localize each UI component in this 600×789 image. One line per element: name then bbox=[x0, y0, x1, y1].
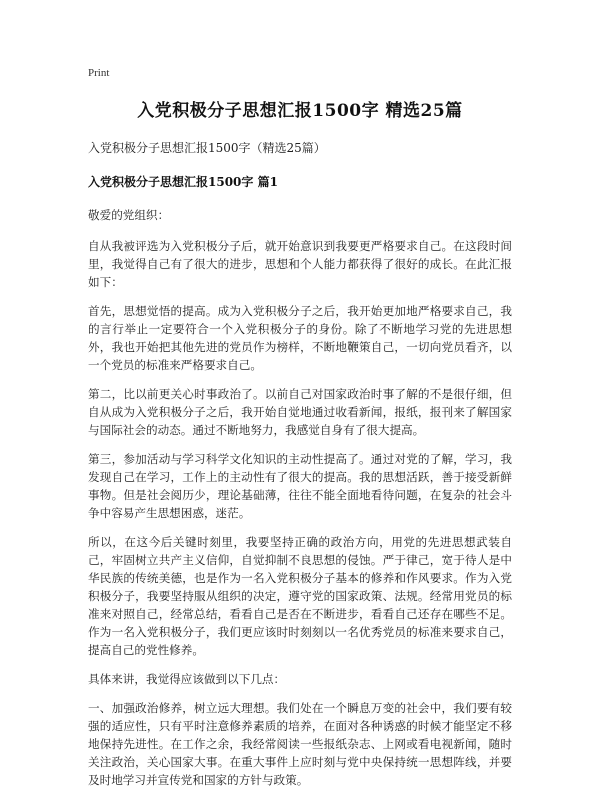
salutation-paragraph: 敬爱的党组织： bbox=[88, 208, 170, 222]
body-paragraph-second: 第二，比以前更关心时事政治了。以前自己对国家政治时事了解的不是很仔细，但自从成为入党积极分子之后，我开始自觉地通过收看新闻，报纸，报刊来了解国家与国际社会的动态。通过不断地努力，我感觉自身有了很大提高。 bbox=[88, 387, 512, 437]
body-paragraph-point-one: 一、加强政治修养，树立远大理想。我们处在一个瞬息万变的社会中，我们要有较强的适应性，只有平时注意修养素质的培养，在面对各种诱惑的时候才能坚定不移地保持先进性。在工作之余，我经常阅读一些报纸杂志、上网或看电视新闻，随时关注政治，关心国家大事。在重大事件上应时刻与党中央保持统一思想阵线，并要及时地学习并宣传党和国家的方针与政策。 bbox=[88, 701, 512, 787]
document-title: 入党积极分子思想汇报1500字 精选25篇 bbox=[137, 101, 463, 121]
body-paragraph-first: 首先，思想觉悟的提高。成为入党积极分子之后，我开始更加地严格要求自己，我的言行举止一定要符合一个入党积极分子的身份。除了不断地学习党的先进思想外，我也开始把其他先进的党员作为榜样，不断地鞭策自己，一切向党员看齐，以一个党员的标准来严格要求自己。 bbox=[88, 304, 512, 372]
print-label: Print bbox=[88, 67, 110, 79]
body-paragraph-conclusion: 所以，在这今后关键时刻里，我要坚持正确的政治方向，用党的先进思想武装自己，牢固树立共产主义信仰，自觉抑制不良思想的侵蚀。严于律己，宽于待人是中华民族的传统美德，也是作为一名入党积极分子基本的修养和作风要求。作为入党积极分子，我要坚持服从组织的决定，遵守党的国家政策、法规。经常用党员的标准来对照自己，经常总结，看看自己是否在不断进步，看看自己还存在哪些不足。作为一名入党积极分子，我们更应该时时刻刻以一名优秀党员的标准来要求自己，提高自己的党性修养。 bbox=[88, 535, 512, 657]
body-paragraph-third: 第三，参加活动与学习科学文化知识的主动性提高了。通过对党的了解，学习，我发现自己在学习，工作上的主动性有了很大的提高。我的思想活跃，善于接受新鲜事物。但是社会阅历少，理论基础薄，往往不能全面地看待问题，在复杂的社会斗争中容易产生思想困惑，迷茫。 bbox=[88, 452, 512, 520]
body-paragraph-points-intro: 具体来讲，我觉得应该做到以下几点： bbox=[88, 672, 286, 686]
section-heading: 入党积极分子思想汇报1500字 篇1 bbox=[88, 175, 278, 189]
intro-paragraph: 自从我被评选为入党积极分子后，就开始意识到我要更严格要求自己。在这段时间里，我觉得自己有了很大的进步，思想和个人能力都获得了很好的成长。在此汇报如下： bbox=[88, 239, 512, 289]
document-subtitle: 入党积极分子思想汇报1500字（精选25篇） bbox=[88, 141, 326, 155]
